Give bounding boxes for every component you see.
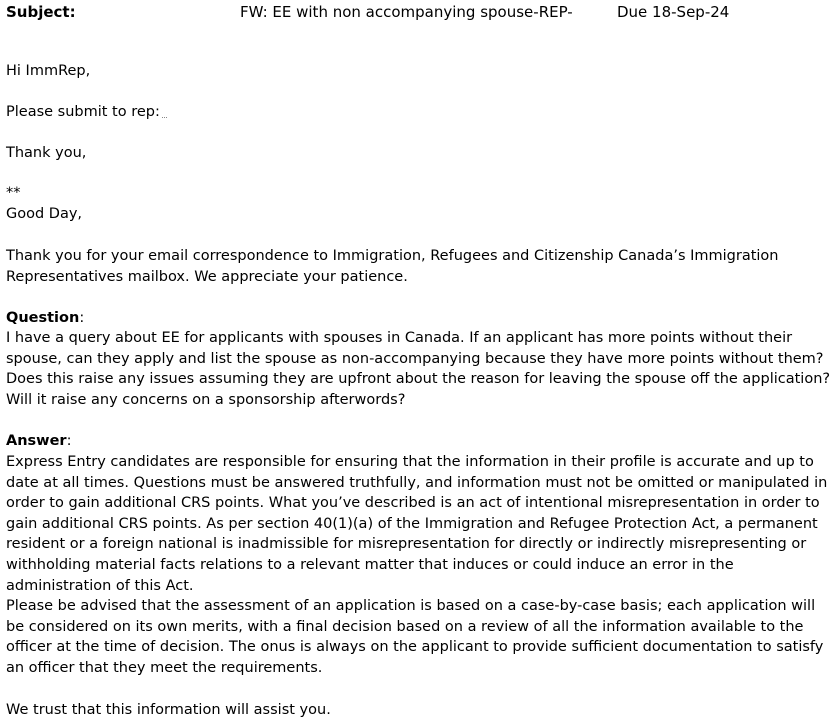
subject-row <box>6 0 834 24</box>
intro-paragraph: Thank you for your email correspondence to Immigration, Refugees and Citizenship Canada’s Immigration Representatives mailbox. We appreciate your patience. <box>6 248 779 285</box>
question-colon: : <box>79 310 85 326</box>
due-date: Due 18-Sep-24 <box>617 3 730 21</box>
question-heading <box>6 308 834 329</box>
submit-line <box>6 102 834 123</box>
question-text: I have a query about EE for applicants with spouses in Canada. If an applicant has more points without their spouse, can they apply and list the spouse as non-accompanying because they have more points without them? Does this raise any issues assuming they are upfront about the reason for leaving the spouse off the application? Will it raise any concerns on a sponsorship afterwords? <box>6 330 831 408</box>
thanks-line: Thank you, <box>6 145 87 161</box>
subject-label: Subject: <box>6 3 76 21</box>
subject-text: FW: EE with non accompanying spouse-REP- <box>240 3 573 21</box>
answer-colon: : <box>66 433 72 449</box>
answer-label: Answer <box>6 433 67 449</box>
question-label: Question <box>6 310 80 326</box>
answer-text: Express Entry candidates are responsible for ensuring that the information in their profile is accurate and up to date at all times. Questions must be answered truthfully, and information must not be omitted or manipulated in order to gain additional CRS points. What you’ve described is an act of intentional misrepresentation in order to gain additional CRS points. As per section 40(1)(a) of the Immigration and Refugee Protection Act, a permanent resident or a foreign national is inadmissible for misrepresentation for directly or indirectly misrepresenting or withholding material facts relations to a relevant matter that induces or could induce an error in the administration of this Act. <box>6 454 828 594</box>
email-body <box>6 0 834 718</box>
separator: ** <box>6 185 21 201</box>
greeting: Hi ImmRep, <box>6 63 91 79</box>
advised-paragraph: Please be advised that the assessment of an application is based on a case-by-case basis; each application will be considered on its own merits, with a final decision based on a review of all the information available to the officer at the time of decision. The onus is always on the applicant to provide sufficient documentation to satisfy an officer that they meet the requirements. <box>6 598 824 676</box>
submit-line-text: Please submit to rep: <box>6 104 160 120</box>
good-day: Good Day, <box>6 206 83 222</box>
answer-heading <box>6 431 834 452</box>
closing-line: We trust that this information will assist you. <box>6 702 331 718</box>
redacted-rep-mark <box>162 106 167 118</box>
